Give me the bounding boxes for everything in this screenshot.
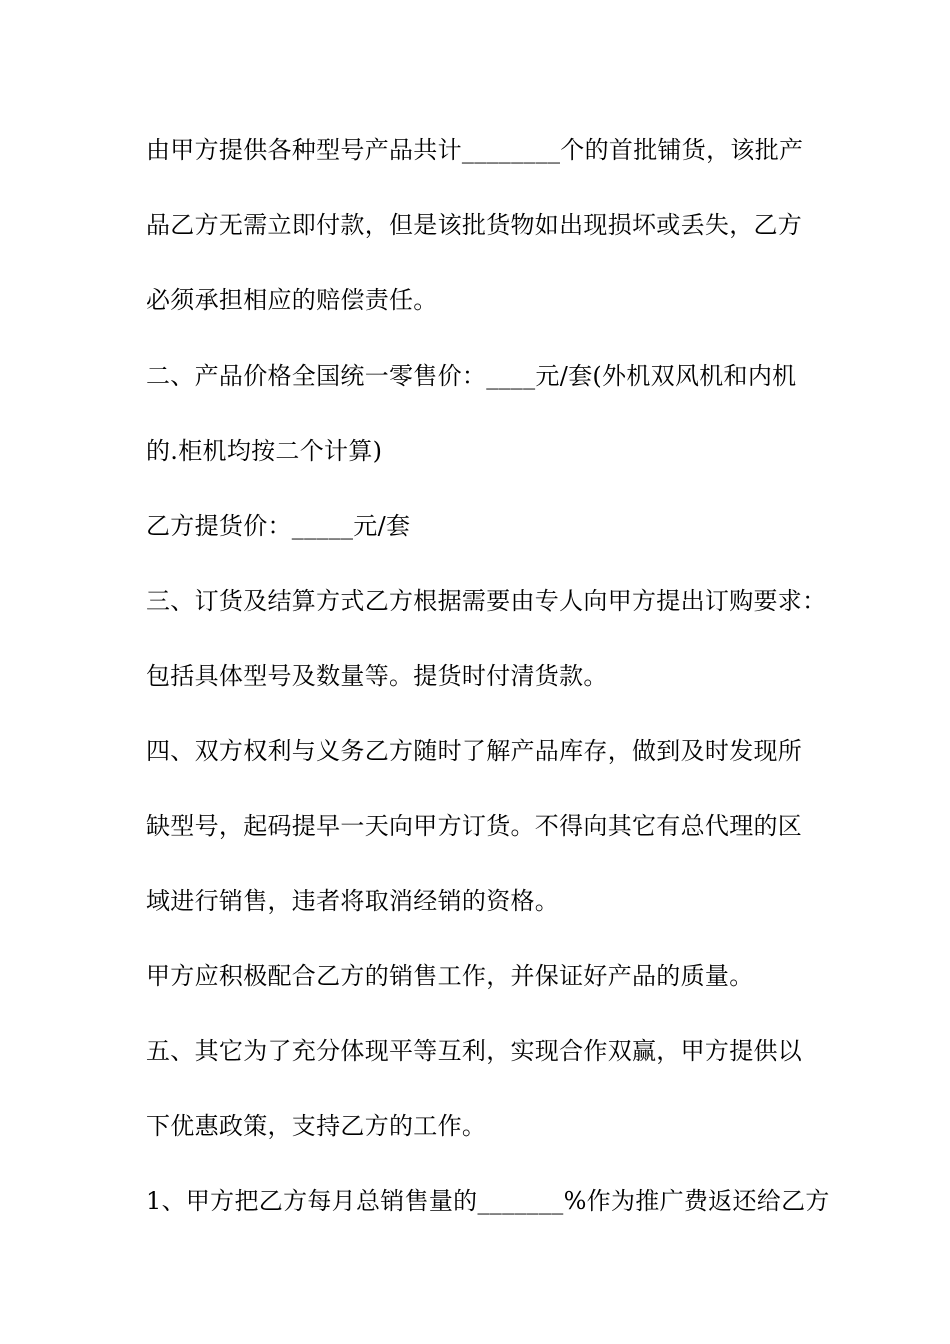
text-line: 的.柜机均按二个计算) xyxy=(146,437,383,465)
text-line: 1、甲方把乙方每月总销售量的_______%作为推广费返还给乙方 xyxy=(146,1187,830,1215)
text-line: 缺型号，起码提早一天向甲方订货。不得向其它有总代理的区 xyxy=(146,812,803,840)
text-line: 三、订货及结算方式乙方根据需要由专人向甲方提出订购要求： xyxy=(146,587,827,615)
text-line: 域进行销售，违者将取消经销的资格。 xyxy=(146,887,560,915)
text-line: 包括具体型号及数量等。提货时付清货款。 xyxy=(146,662,608,690)
text-line: 二、产品价格全国统一零售价：____元/套(外机双风机和内机 xyxy=(146,362,797,390)
text-line: 四、双方权利与义务乙方随时了解产品库存，做到及时发现所 xyxy=(146,737,803,765)
text-line: 下优惠政策，支持乙方的工作。 xyxy=(146,1112,487,1140)
text-line: 品乙方无需立即付款，但是该批货物如出现损坏或丢失，乙方 xyxy=(146,211,803,239)
text-line: 五、其它为了充分体现平等互利，实现合作双赢，甲方提供以 xyxy=(146,1037,803,1065)
text-line: 乙方提货价：_____元/套 xyxy=(146,512,411,540)
text-line: 甲方应积极配合乙方的销售工作，并保证好产品的质量。 xyxy=(146,962,754,990)
text-line: 由甲方提供各种型号产品共计________个的首批铺货，该批产 xyxy=(146,136,804,164)
text-line: 必须承担相应的赔偿责任。 xyxy=(146,286,438,314)
